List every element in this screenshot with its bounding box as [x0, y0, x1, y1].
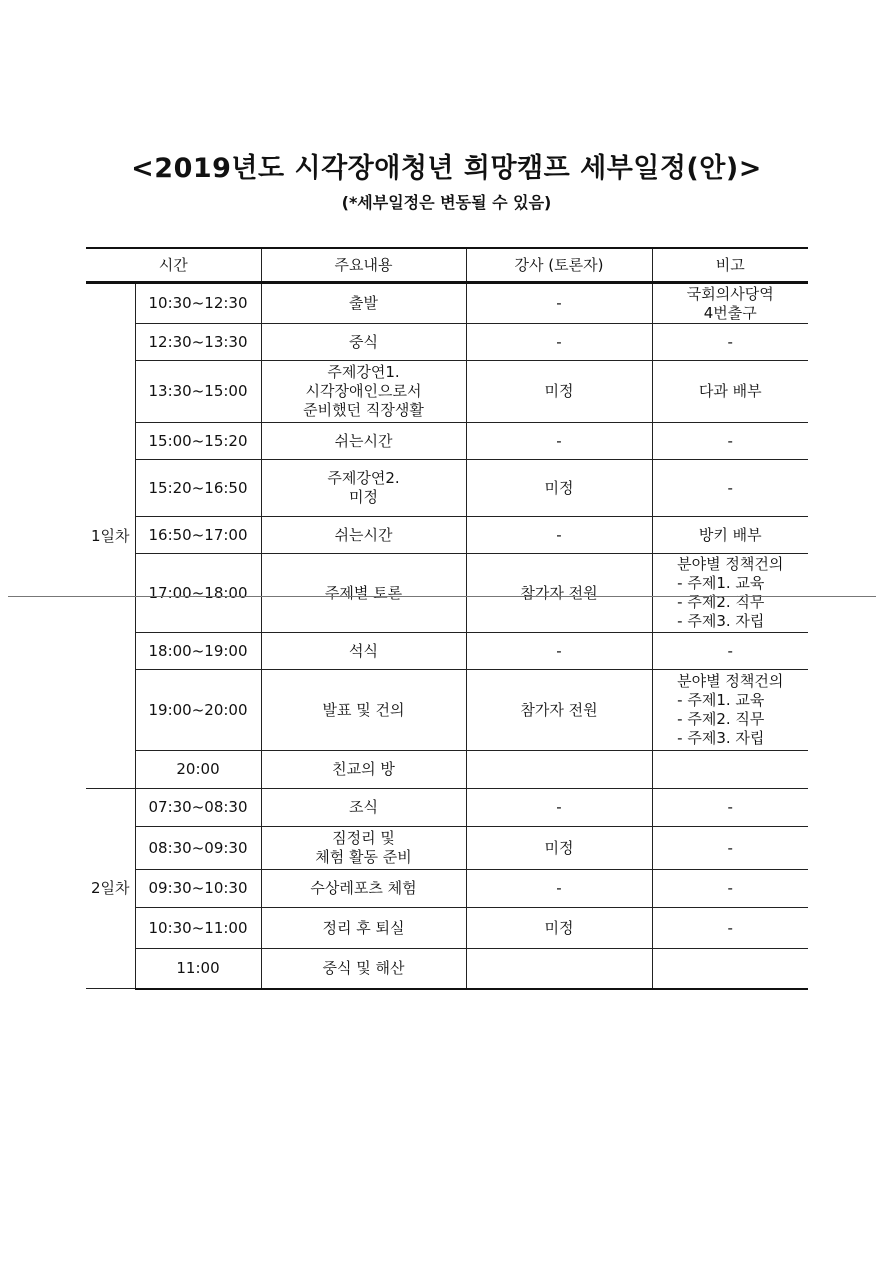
table-row	[86, 633, 808, 670]
time-cell: 09:30~10:30	[135, 870, 261, 908]
note-line: - 주제1. 교육	[677, 691, 765, 709]
note-line: -	[727, 431, 733, 450]
speaker-cell	[466, 751, 652, 789]
content-cell	[261, 283, 466, 324]
table-row	[86, 460, 808, 517]
note-cell	[652, 789, 808, 827]
content-cell	[261, 554, 466, 633]
note-lines	[656, 798, 806, 817]
note-cell	[652, 908, 808, 949]
note-cell	[652, 870, 808, 908]
schedule-body	[86, 283, 808, 989]
note-line: 4번출구	[703, 303, 757, 322]
page-subtitle: (*세부일정은 변동될 수 있음)	[341, 193, 552, 212]
note-line: 분야별 정책건의	[677, 555, 784, 573]
table-row	[86, 789, 808, 827]
content-cell	[261, 517, 466, 554]
speaker-cell: 미정	[466, 827, 652, 870]
note-cell	[652, 460, 808, 517]
note-lines	[656, 285, 806, 323]
speaker-cell: -	[466, 423, 652, 460]
note-line: - 주제3. 자립	[677, 612, 765, 630]
time-cell: 08:30~09:30	[135, 827, 261, 870]
note-line: -	[727, 798, 733, 816]
note-line: - 주제2. 직무	[677, 710, 765, 728]
speaker-cell: -	[466, 283, 652, 324]
note-lines	[656, 879, 806, 898]
header-speaker: 강사 (토론자)	[466, 248, 652, 283]
note-line: - 주제2. 직무	[677, 593, 765, 611]
content-cell	[261, 361, 466, 423]
time-cell: 18:00~19:00	[135, 633, 261, 670]
table-row	[86, 751, 808, 789]
note-line: - 주제3. 자립	[677, 729, 765, 747]
note-cell	[652, 670, 808, 751]
time-cell: 20:00	[135, 751, 261, 789]
note-line: -	[727, 879, 733, 897]
note-lines	[656, 526, 806, 545]
content-cell	[261, 633, 466, 670]
header-row	[86, 248, 808, 283]
content-line: 주제별 토론	[324, 583, 403, 602]
note-line: -	[727, 478, 733, 497]
note-cell	[652, 949, 808, 989]
time-cell: 07:30~08:30	[135, 789, 261, 827]
content-cell	[261, 324, 466, 361]
content-cell	[261, 423, 466, 460]
speaker-cell: 참가자 전원	[466, 554, 652, 633]
content-cell	[261, 460, 466, 517]
content-line: 쉬는시간	[334, 525, 393, 544]
speaker-cell: -	[466, 870, 652, 908]
content-cell	[261, 949, 466, 989]
note-cell	[652, 283, 808, 324]
speaker-cell: 미정	[466, 908, 652, 949]
time-cell: 12:30~13:30	[135, 324, 261, 361]
note-lines	[656, 432, 806, 451]
time-cell: 10:30~11:00	[135, 908, 261, 949]
note-cell	[652, 554, 808, 633]
note-cell	[652, 324, 808, 361]
content-cell	[261, 827, 466, 870]
note-line: 분야별 정책건의	[677, 672, 784, 690]
content-line: 쉬는시간	[334, 431, 393, 450]
speaker-cell: -	[466, 324, 652, 361]
note-lines	[656, 919, 806, 938]
content-line: 정리 후 퇴실	[322, 918, 405, 937]
content-line: 석식	[349, 641, 378, 660]
content-line: 시각장애인으로서	[305, 382, 422, 400]
header-content: 주요내용	[261, 248, 466, 283]
table-row	[86, 324, 808, 361]
content-cell	[261, 670, 466, 751]
note-lines	[656, 382, 806, 401]
time-cell: 11:00	[135, 949, 261, 989]
speaker-cell: -	[466, 789, 652, 827]
table-row	[86, 827, 808, 870]
speaker-cell: 참가자 전원	[466, 670, 652, 751]
note-cell	[652, 827, 808, 870]
note-line: 국회의사당역	[686, 284, 774, 303]
note-line: -	[727, 332, 733, 351]
table-row	[86, 361, 808, 423]
note-line: 다과 배부	[698, 382, 762, 400]
note-line: 방키 배부	[698, 525, 762, 544]
schedule-table	[86, 247, 808, 990]
content-line: 친교의 방	[332, 760, 395, 778]
content-line: 출발	[349, 294, 378, 312]
note-line: - 주제1. 교육	[677, 574, 765, 592]
speaker-cell: -	[466, 517, 652, 554]
content-cell	[261, 870, 466, 908]
day-label: 1일차	[86, 283, 135, 789]
header-note: 비고	[652, 248, 808, 283]
time-cell: 19:00~20:00	[135, 670, 261, 751]
speaker-cell	[466, 949, 652, 989]
content-line: 수상레포츠 체험	[310, 879, 417, 897]
note-cell	[652, 751, 808, 789]
time-cell: 15:00~15:20	[135, 423, 261, 460]
content-cell	[261, 751, 466, 789]
page-title: <2019년도 시각장애청년 희망캠프 세부일정(안)>	[131, 153, 762, 184]
time-cell: 10:30~12:30	[135, 283, 261, 324]
speaker-cell: 미정	[466, 361, 652, 423]
note-lines	[677, 555, 783, 631]
note-cell	[652, 633, 808, 670]
note-cell	[652, 517, 808, 554]
table-row	[86, 517, 808, 554]
content-line: 주제강연2.	[327, 469, 400, 487]
time-cell: 13:30~15:00	[135, 361, 261, 423]
note-line: -	[727, 641, 733, 660]
note-lines	[656, 479, 806, 498]
speaker-cell: -	[466, 633, 652, 670]
note-line: -	[727, 918, 733, 937]
note-cell	[652, 361, 808, 423]
content-line: 주제강연1.	[327, 363, 400, 381]
content-cell	[261, 908, 466, 949]
content-cell	[261, 789, 466, 827]
note-lines	[656, 642, 806, 661]
table-row	[86, 670, 808, 751]
table-row	[86, 554, 808, 633]
time-cell: 16:50~17:00	[135, 517, 261, 554]
time-cell: 15:20~16:50	[135, 460, 261, 517]
content-line: 미정	[349, 488, 378, 506]
content-line: 중식	[349, 332, 378, 351]
scan-artifact-line	[8, 596, 876, 597]
content-line: 준비했던 직장생활	[303, 401, 424, 419]
note-lines	[656, 839, 806, 858]
table-row	[86, 870, 808, 908]
note-lines	[656, 333, 806, 352]
day-label: 2일차	[86, 789, 135, 989]
header-time: 시간	[86, 248, 261, 283]
table-row	[86, 423, 808, 460]
content-line: 발표 및 건의	[322, 700, 405, 719]
time-cell: 17:00~18:00	[135, 554, 261, 633]
table-row	[86, 908, 808, 949]
note-line: -	[727, 838, 733, 857]
speaker-cell: 미정	[466, 460, 652, 517]
content-line: 중식 및 해산	[322, 958, 405, 977]
table-row	[86, 283, 808, 324]
note-cell	[652, 423, 808, 460]
content-line: 조식	[349, 798, 378, 816]
note-lines	[677, 672, 783, 748]
table-row	[86, 949, 808, 989]
content-line: 체험 활동 준비	[315, 848, 412, 866]
content-line: 짐정리 및	[332, 829, 395, 847]
